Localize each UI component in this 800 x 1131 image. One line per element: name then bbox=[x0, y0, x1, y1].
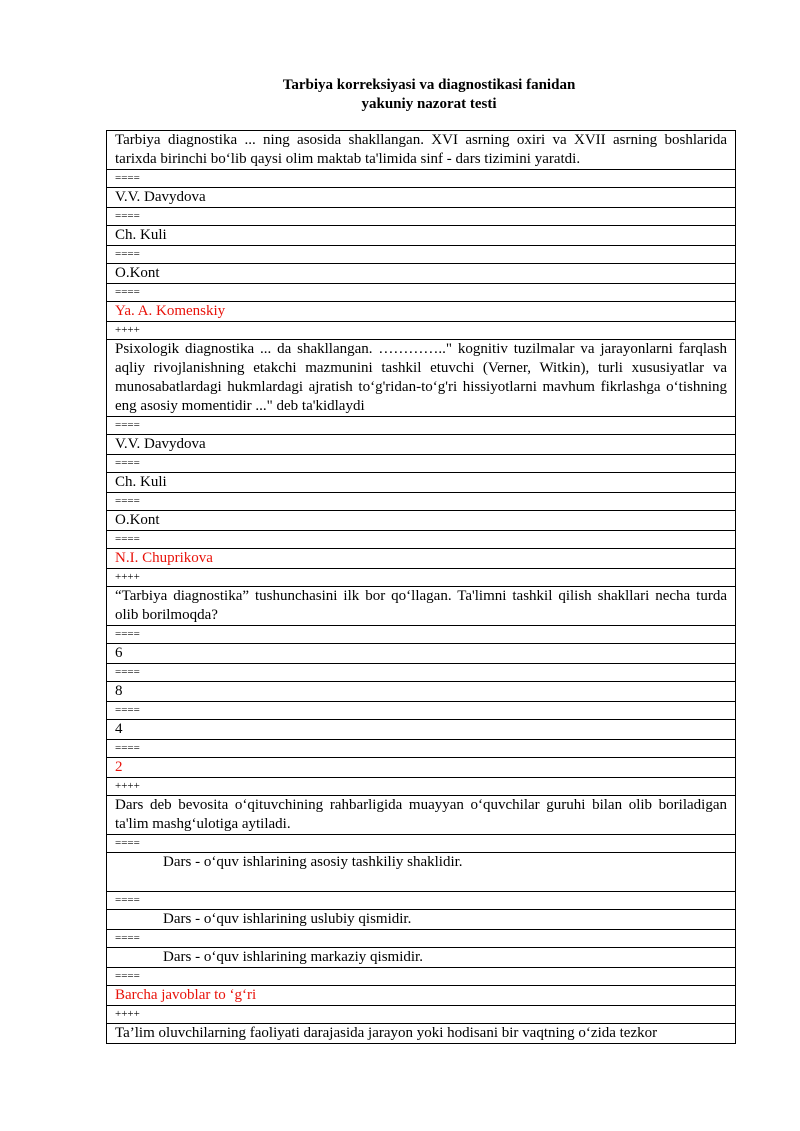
separator-cell: ==== bbox=[107, 892, 736, 910]
separator-cell: ++++ bbox=[107, 1006, 736, 1024]
table-row bbox=[107, 284, 736, 302]
table-row bbox=[107, 246, 736, 264]
separator-cell: ==== bbox=[107, 284, 736, 302]
table-row bbox=[107, 170, 736, 188]
correct-answer-cell: N.I. Chuprikova bbox=[107, 549, 736, 569]
table-row bbox=[107, 587, 736, 626]
question-cell: Tarbiya diagnostika ... ning asosida shakllangan. XVI asrning oxiri va XVII asrning boshlarida tarixda birinchi bo‘lib qaysi olim maktab ta'limida sinf - dars tizimini yaratdi. bbox=[107, 131, 736, 170]
separator-cell: ==== bbox=[107, 664, 736, 682]
correct-answer-cell: Barcha javoblar to ‘g‘ri bbox=[107, 986, 736, 1006]
separator-cell: ++++ bbox=[107, 322, 736, 340]
table-row bbox=[107, 417, 736, 435]
separator-cell: ==== bbox=[107, 417, 736, 435]
separator-cell: ==== bbox=[107, 493, 736, 511]
correct-answer-cell: 2 bbox=[107, 758, 736, 778]
title-line-1: Tarbiya korreksiyasi va diagnostikasi fanidan bbox=[282, 77, 576, 93]
table-row bbox=[107, 302, 736, 322]
answer-cell: 8 bbox=[107, 682, 736, 702]
table-row bbox=[107, 948, 736, 968]
table-row bbox=[107, 226, 736, 246]
answer-cell: O.Kont bbox=[107, 511, 736, 531]
table-row bbox=[107, 455, 736, 473]
question-cell: Psixologik diagnostika ... da shakllangan. ………….." kognitiv tuzilmalar va jarayonlarni farqlash aqliy rivojlanishning etakchi mazmunini tashkil etuvchi (Verner, Witkin), turli xususiyatlar va munosabatlardagi hukmlardagi ajratish to‘g'ridan-to‘g'ri hissiyotlarni mavhum fikrlashga o‘tishning eng asosiy momentidir ..." deb ta'kidlaydi bbox=[107, 340, 736, 417]
separator-cell: ==== bbox=[107, 246, 736, 264]
table-row bbox=[107, 986, 736, 1006]
table-row bbox=[107, 264, 736, 284]
separator-cell: ==== bbox=[107, 626, 736, 644]
table-row bbox=[107, 473, 736, 493]
answer-cell: V.V. Davydova bbox=[107, 435, 736, 455]
separator-cell: ==== bbox=[107, 170, 736, 188]
table-row bbox=[107, 569, 736, 587]
answer-cell: 4 bbox=[107, 720, 736, 740]
table-row bbox=[107, 340, 736, 417]
question-cell: Ta’lim oluvchilarning faoliyati darajasida jarayon yoki hodisani bir vaqtning o‘zida tezkor bbox=[107, 1024, 736, 1044]
table-row bbox=[107, 188, 736, 208]
separator-cell: ==== bbox=[107, 740, 736, 758]
table-row bbox=[107, 531, 736, 549]
answer-cell: Dars - o‘quv ishlarining markaziy qismidir. bbox=[107, 948, 736, 968]
table-row bbox=[107, 1024, 736, 1044]
table-row bbox=[107, 702, 736, 720]
test-table bbox=[106, 130, 736, 1044]
table-row bbox=[107, 493, 736, 511]
title-line-2: yakuniy nazorat testi bbox=[361, 96, 497, 112]
table-row bbox=[107, 626, 736, 644]
answer-cell: Ch. Kuli bbox=[107, 473, 736, 493]
answer-cell: Ch. Kuli bbox=[107, 226, 736, 246]
separator-cell: ++++ bbox=[107, 778, 736, 796]
table-row bbox=[107, 435, 736, 455]
separator-cell: ++++ bbox=[107, 569, 736, 587]
separator-cell: ==== bbox=[107, 930, 736, 948]
separator-cell: ==== bbox=[107, 531, 736, 549]
table-row bbox=[107, 682, 736, 702]
table-row bbox=[107, 644, 736, 664]
separator-cell: ==== bbox=[107, 968, 736, 986]
separator-cell: ==== bbox=[107, 208, 736, 226]
table-row bbox=[107, 1006, 736, 1024]
answer-cell: 6 bbox=[107, 644, 736, 664]
table-row bbox=[107, 758, 736, 778]
table-row bbox=[107, 796, 736, 835]
answer-cell: Dars - o‘quv ishlarining asosiy tashkiliy shaklidir. bbox=[107, 853, 736, 892]
table-row bbox=[107, 720, 736, 740]
table-row bbox=[107, 208, 736, 226]
table-row bbox=[107, 968, 736, 986]
table-row bbox=[107, 930, 736, 948]
table-row bbox=[107, 778, 736, 796]
answer-cell: V.V. Davydova bbox=[107, 188, 736, 208]
separator-cell: ==== bbox=[107, 835, 736, 853]
table-row bbox=[107, 664, 736, 682]
separator-cell: ==== bbox=[107, 455, 736, 473]
answer-cell: Dars - o‘quv ishlarining uslubiy qismidir. bbox=[107, 910, 736, 930]
separator-cell: ==== bbox=[107, 702, 736, 720]
table-row bbox=[107, 835, 736, 853]
table-row bbox=[107, 131, 736, 170]
table-row bbox=[107, 853, 736, 892]
table-row bbox=[107, 892, 736, 910]
answer-cell: O.Kont bbox=[107, 264, 736, 284]
question-cell: “Tarbiya diagnostika” tushunchasini ilk bor qo‘llagan. Ta'limni tashkil qilish shakllari necha turda olib borilmoqda? bbox=[107, 587, 736, 626]
table-row bbox=[107, 511, 736, 531]
document-title bbox=[0, 76, 800, 114]
question-cell: Dars deb bevosita o‘qituvchining rahbarligida muayyan o‘quvchilar guruhi bilan olib boriladigan ta'lim mashg‘ulotiga aytiladi. bbox=[107, 796, 736, 835]
table-row bbox=[107, 549, 736, 569]
table-row bbox=[107, 910, 736, 930]
correct-answer-cell: Ya. A. Komenskiy bbox=[107, 302, 736, 322]
table-row bbox=[107, 740, 736, 758]
table-row bbox=[107, 322, 736, 340]
